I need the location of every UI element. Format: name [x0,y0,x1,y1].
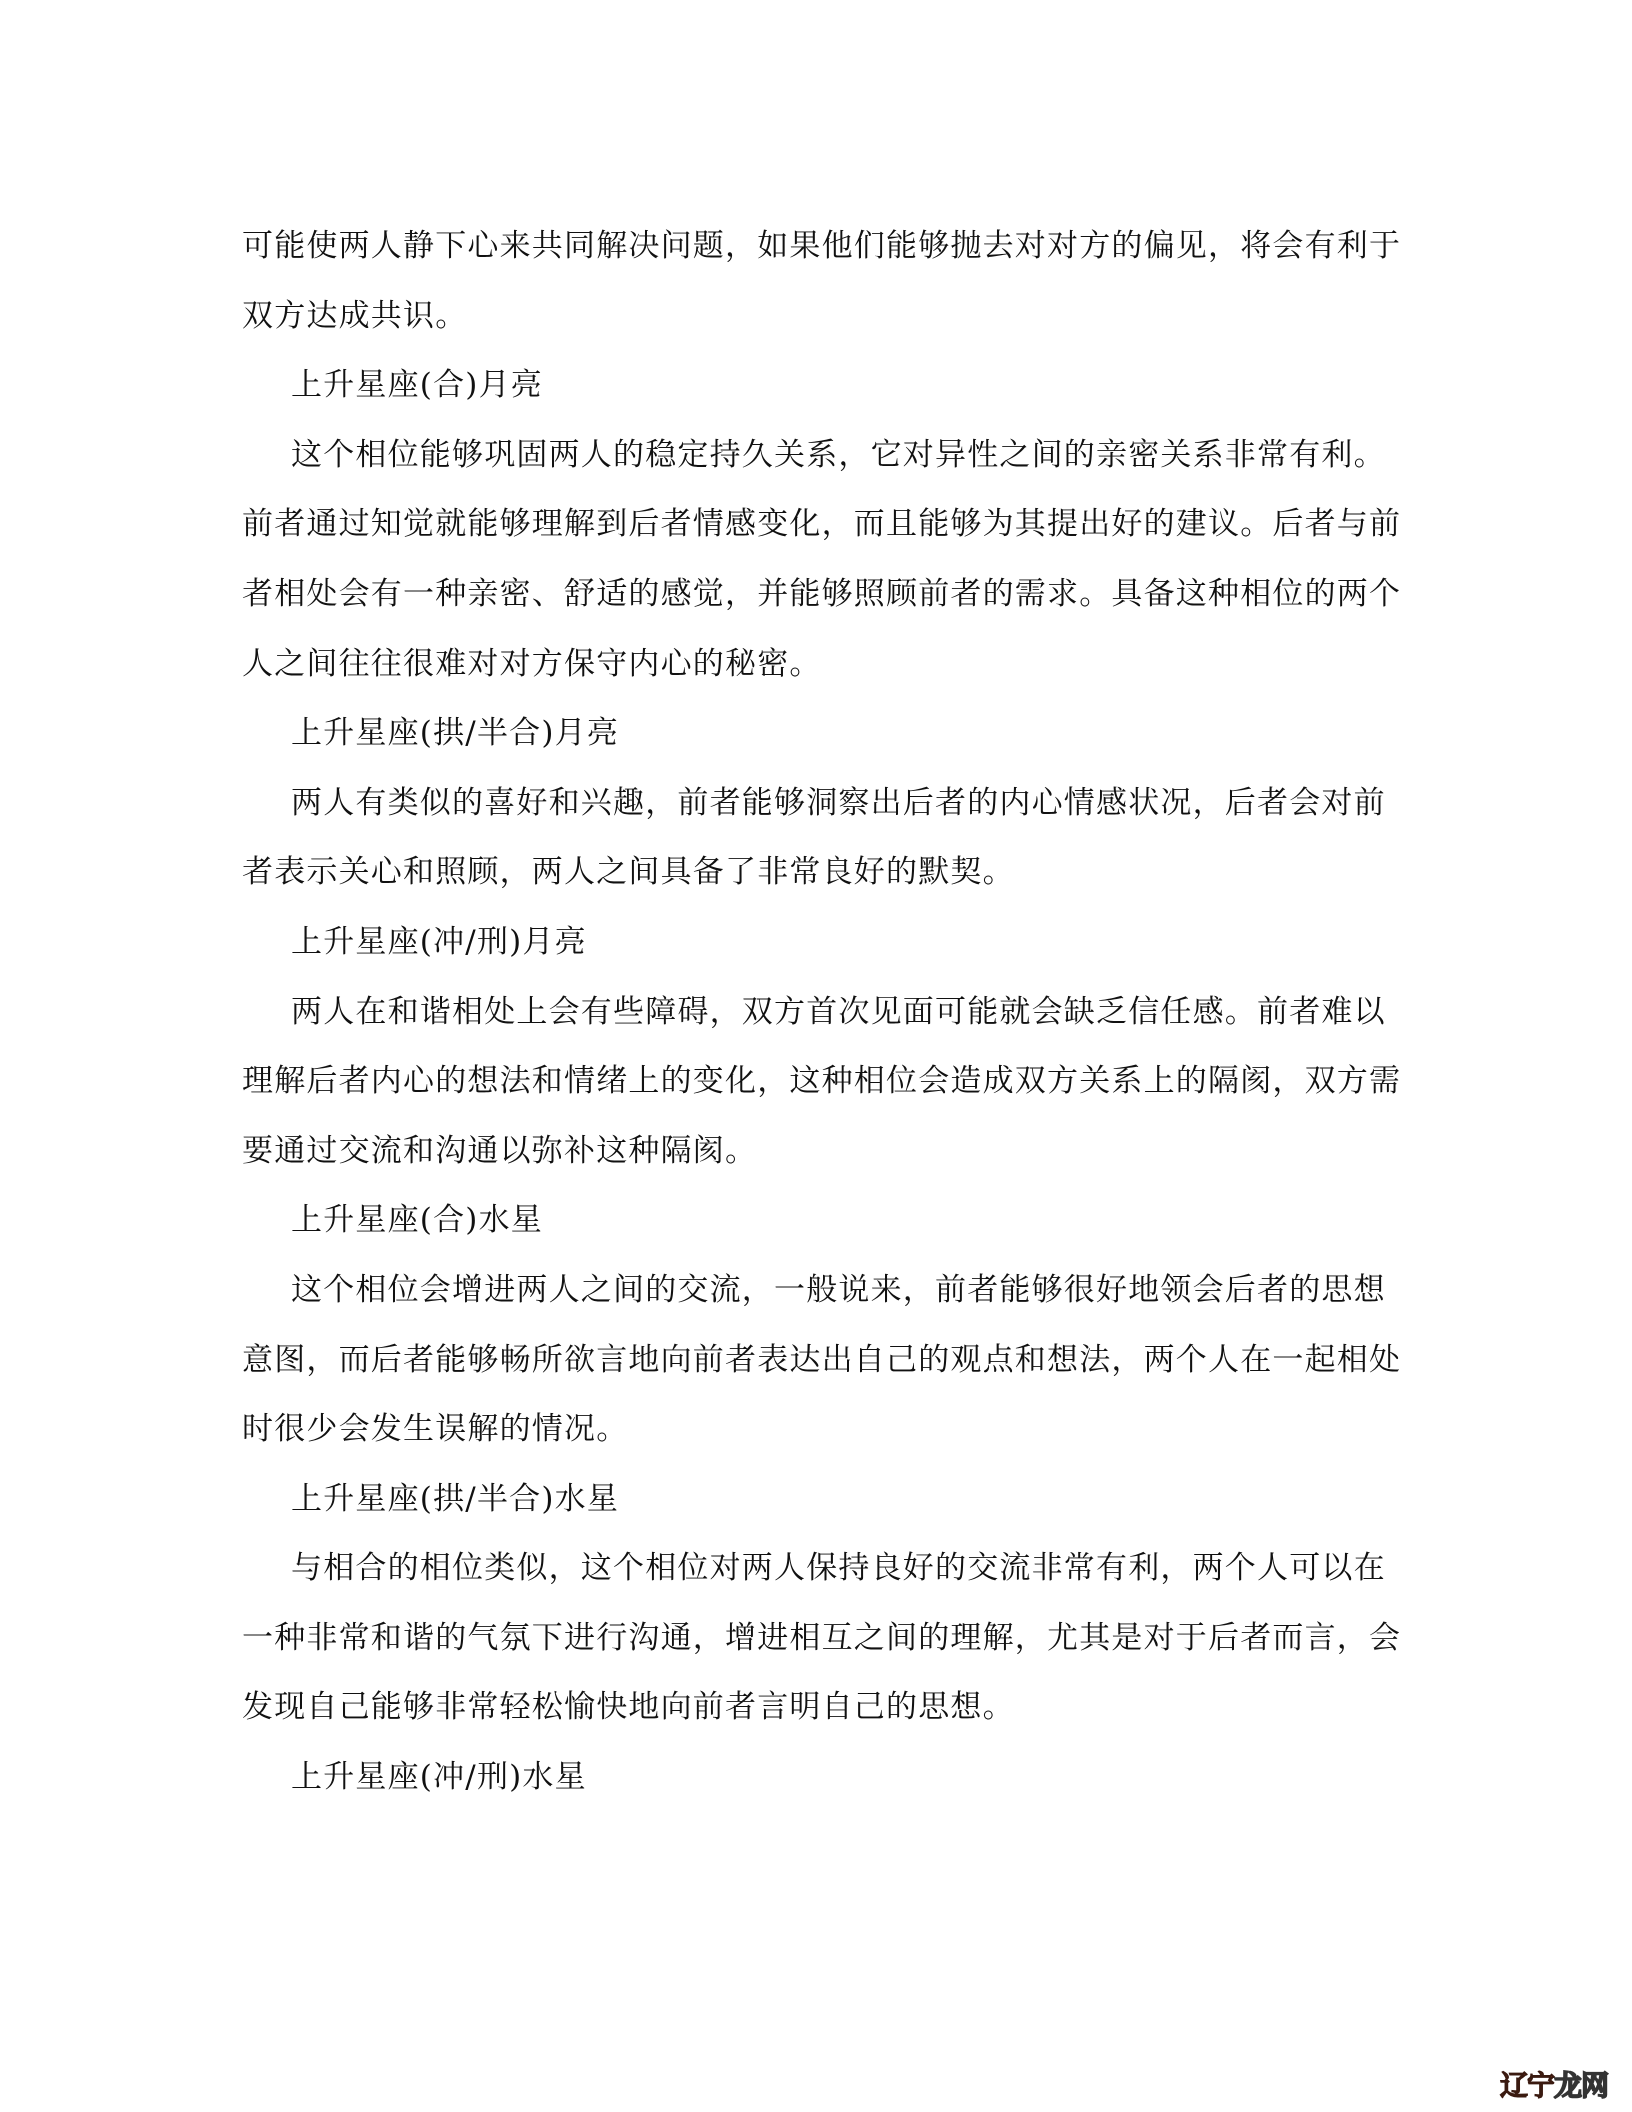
text-line: 者相处会有一种亲密、舒适的感觉，并能够照顾前者的需求。具备这种相位的两个 [242,575,1402,612]
text-line: 这个相位能够巩固两人的稳定持久关系，它对异性之间的亲密关系非常有利。 [291,436,1386,473]
section-heading: 上升星座(拱/半合)月亮 [291,715,620,752]
site-watermark-logo [1500,2064,1608,2104]
document-body [242,212,1402,1813]
text-line: 双方达成共识。 [242,297,468,334]
text-line: 者表示关心和照顾，两人之间具备了非常良好的默契。 [242,854,1015,891]
text-line: 理解后者内心的想法和情绪上的变化，这种相位会造成双方关系上的隔阂，双方需 [242,1063,1402,1100]
section-heading: 上升星座(合)水星 [291,1202,543,1239]
text-line: 这个相位会增进两人之间的交流，一般说来，前者能够很好地领会后者的思想 [291,1271,1386,1308]
text-line: 两人有类似的喜好和兴趣，前者能够洞察出后者的内心情感状况，后者会对前 [291,784,1386,821]
text-line: 可能使两人静下心来共同解决问题，如果他们能够抛去对对方的偏见，将会有利于 [242,228,1402,264]
text-line: 要通过交流和沟通以弥补这种隔阂。 [242,1132,758,1169]
text-line: 与相合的相位类似，这个相位对两人保持良好的交流非常有利，两个人可以在 [291,1550,1386,1587]
watermark-part1: 辽宁 [1500,2069,1555,2102]
section-heading: 上升星座(冲/刑)月亮 [291,923,587,960]
text-line: 发现自己能够非常轻松愉快地向前者言明自己的思想。 [242,1689,1015,1726]
text-line: 两人在和谐相处上会有些障碍，双方首次见面可能就会缺乏信任感。前者难以 [291,993,1386,1030]
section-heading: 上升星座(冲/刑)水星 [291,1759,587,1796]
section-heading: 上升星座(合)月亮 [291,367,543,404]
text-line: 人之间往往很难对对方保守内心的秘密。 [242,645,822,682]
text-line: 意图，而后者能够畅所欲言地向前者表达出自己的观点和想法，两个人在一起相处 [242,1341,1402,1378]
text-line: 前者通过知觉就能够理解到后者情感变化，而且能够为其提出好的建议。后者与前 [242,506,1402,543]
text-line: 时很少会发生误解的情况。 [242,1411,629,1448]
text-line: 一种非常和谐的气氛下进行沟通，增进相互之间的理解，尤其是对于后者而言，会 [242,1619,1402,1656]
section-heading: 上升星座(拱/半合)水星 [291,1480,620,1517]
watermark-part2: 龙网 [1554,2069,1609,2102]
